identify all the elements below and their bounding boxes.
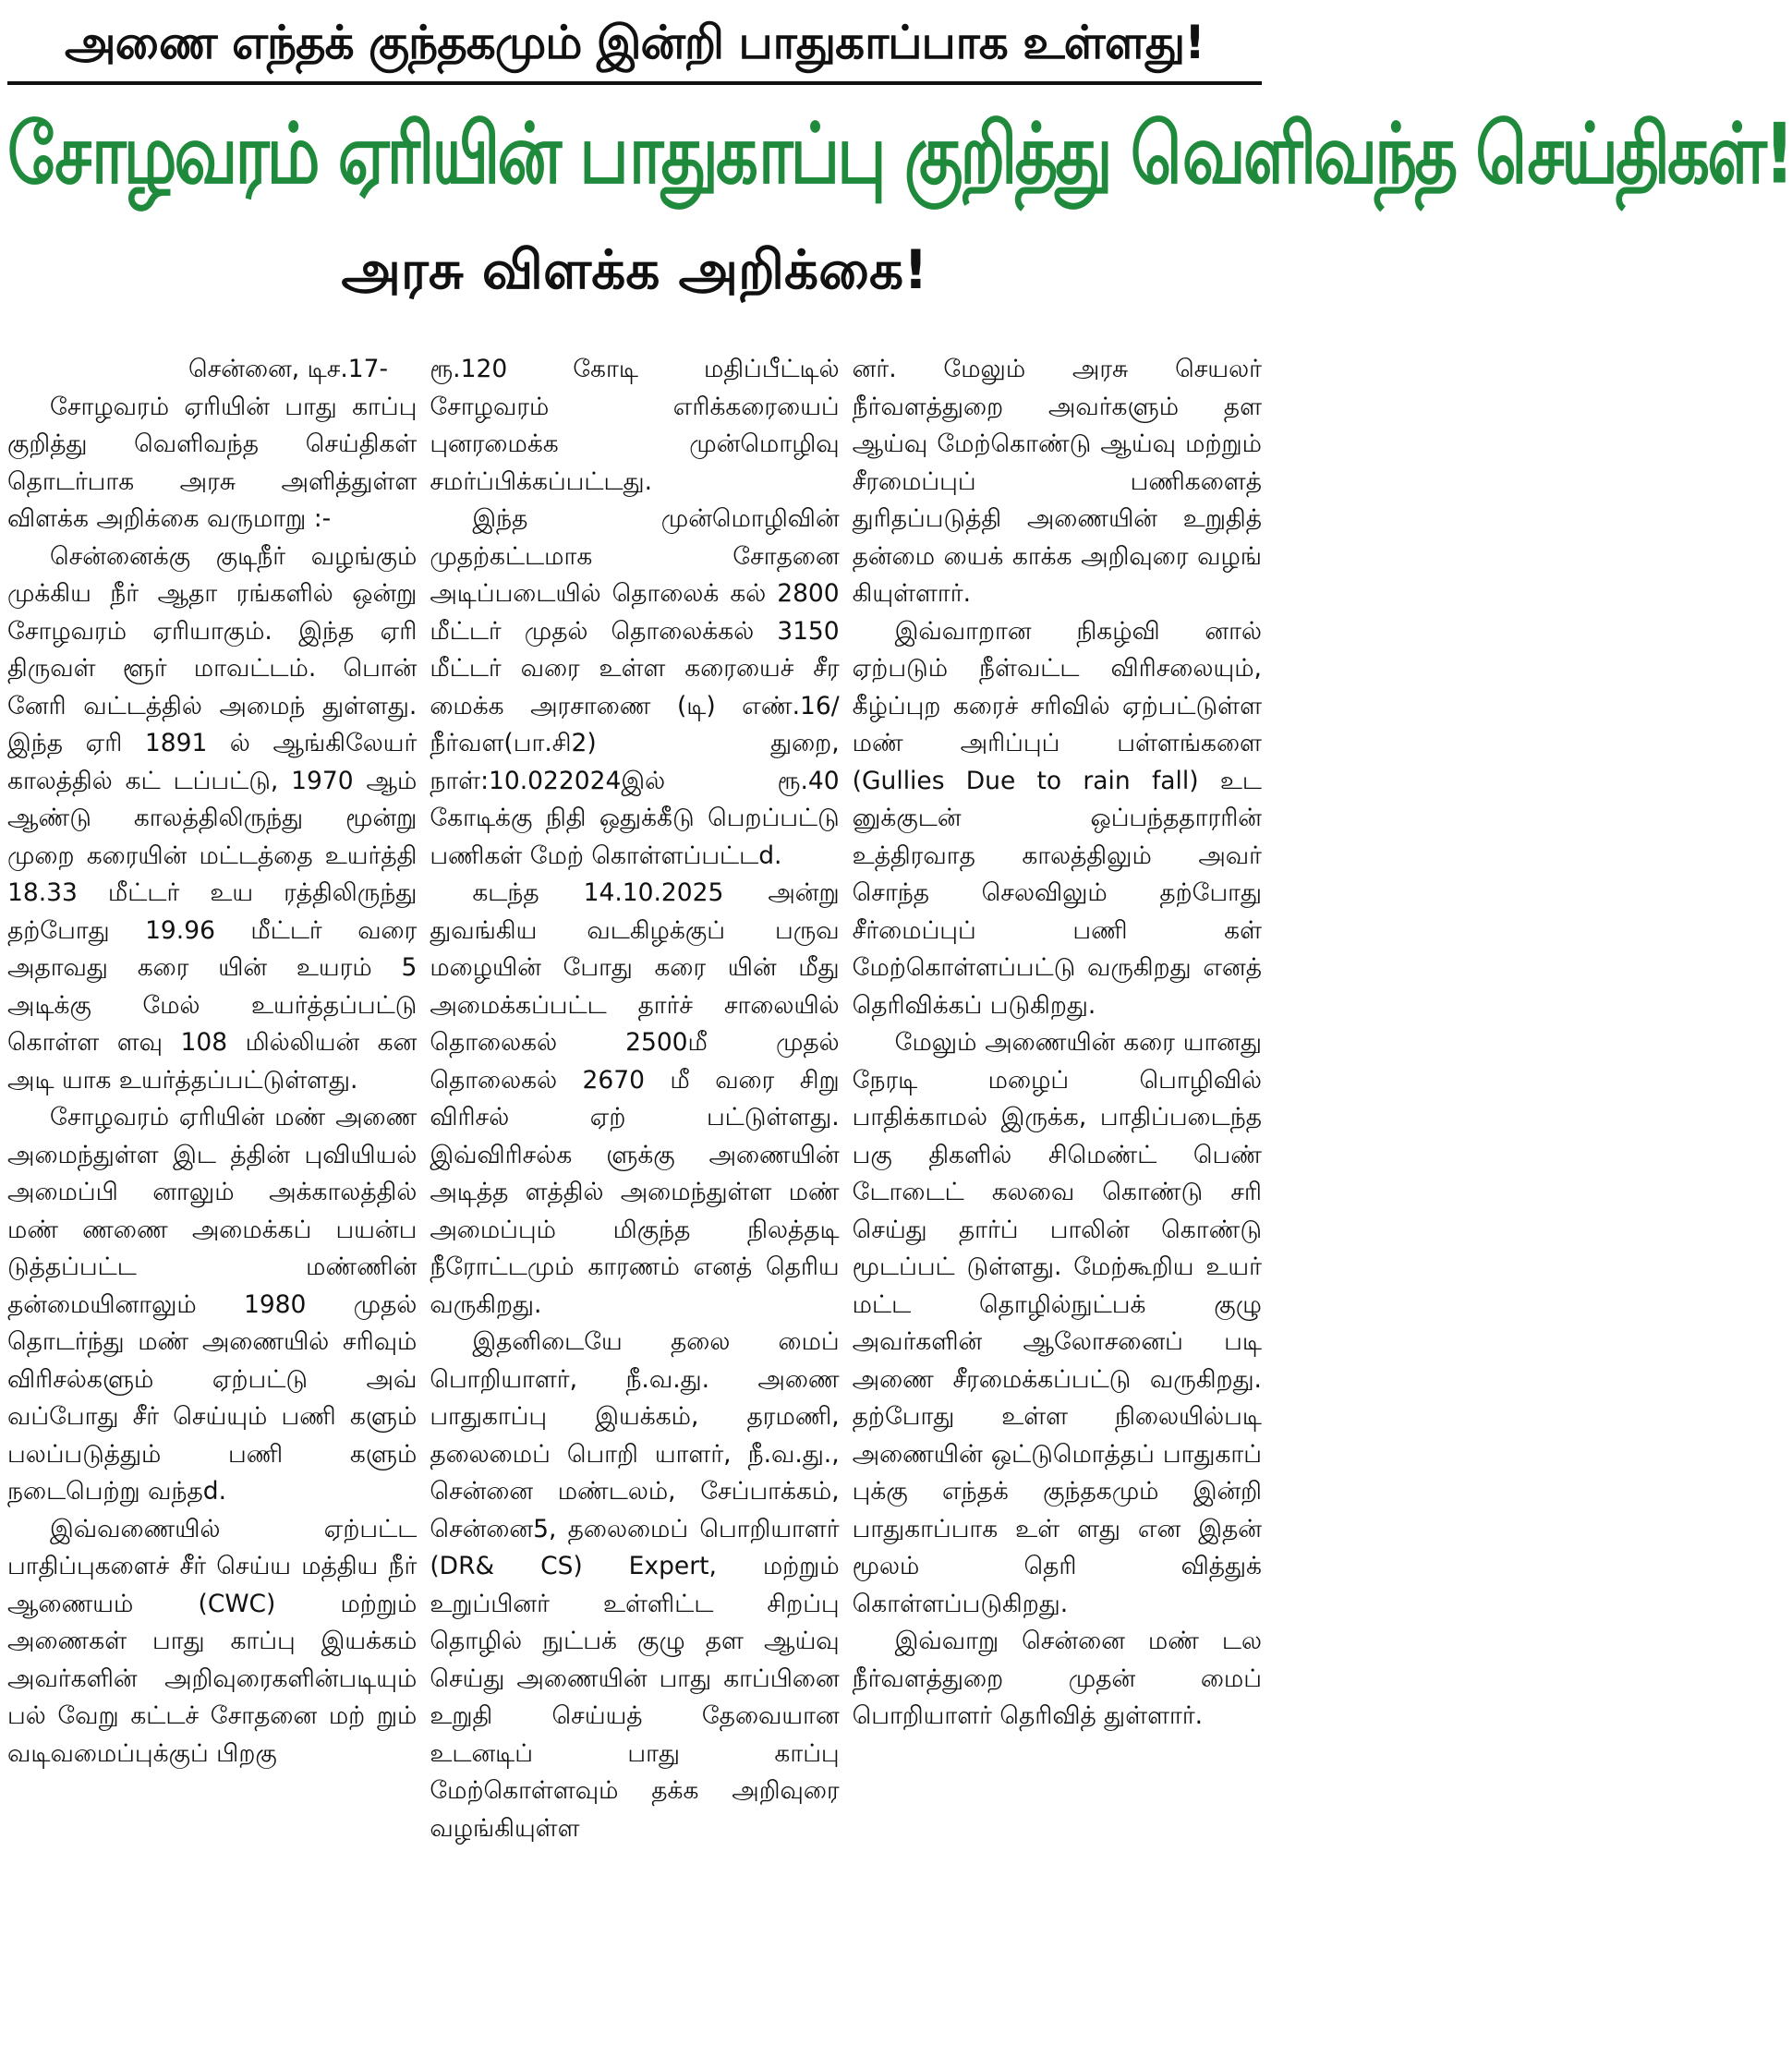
paragraph: இவ்வாறு சென்னை மண் டல நீர்வளத்துறை முதன் மைப் பொறியாளர் தெரிவித் துள்ளார். xyxy=(852,1627,1262,1730)
paragraph: சென்னைக்கு குடிநீர் வழங்கும் முக்கிய நீர் ஆதா ரங்களில் ஒன்று சோழவரம் ஏரியாகும். இந்த ஏரி திருவள் ளூர் மாவட்டம். பொன் னேரி வட்டத்தில் அமைந் துள்ளது. இந்த ஏரி 1891 ல் ஆங்கிலேயர் காலத்தில் கட் டப்பட்டு, 1970 ஆம் ஆண்டு காலத்திலிருந்து மூன்று முறை கரையின் மட்டத்தை உயர்த்தி 18.33 மீட்டர் உய ரத்திலிருந்து தற்போது 19.96 மீட்டர் வரை அதாவது கரை யின் உயரம் 5 அடிக்கு மேல் உயர்த்தப்பட்டு கொள்ள ளவு 108 மில்லியன் கன அடி யாக உயர்த்தப்பட்டுள்ளது. xyxy=(7,541,418,1095)
kicker-headline: அணை எந்தக் குந்தகமும் இன்றி பாதுகாப்பாக உள்ளது! xyxy=(65,16,1205,69)
paragraph: இவ்வணையில் ஏற்பட்ட பாதிப்புகளைச் சீர் செய்ய மத்திய நீர் ஆணையம் (CWC) மற்றும் அணைகள் பாது காப்பு இயக்கம் அவர்களின் அறிவுரைகளின்படியும் பல் வேறு கட்டச் சோதனை மற் றும் வடிவமைப்புக்குப் பிறகு xyxy=(7,1514,418,1768)
dateline: சென்னை, டிச.17- xyxy=(188,355,389,383)
paragraph: இவ்வாறான நிகழ்வி னால் ஏற்படும் நீள்வட்ட விரிசலையும், கீழ்ப்புற கரைச் சரிவில் ஏற்பட்டுள்ள மண் அரிப்புப் பள்ளங்களை (Gullies Due to rain fall) உட னுக்குடன் ஒப்பந்ததாரரின் உத்திரவாத காலத்திலும் அவர் சொந்த செலவிலும் தற்போது சீர்மைப்புப் பணி கள் மேற்கொள்ளப்பட்டு வருகிறது எனத் தெரிவிக்கப் படுகிறது. xyxy=(852,616,1262,1020)
paragraph: ரூ.120 கோடி மதிப்பீட்டில் சோழவரம் எரிக்கரையைப் புனரமைக்க முன்மொழிவு சமர்ப்பிக்கப்பட்டது. xyxy=(430,355,840,496)
sub-headline: அரசு விளக்க அறிக்கை! xyxy=(341,238,928,301)
paragraph: மேலும் அணையின் கரை யானது நேரடி மழைப் பொழிவில் பாதிக்காமல் இருக்க, பாதிப்படைந்த பகு திகளில் சிமெண்ட் பெண் டோடைட் கலவை கொண்டு சரி செய்து தார்ப் பாலின் கொண்டு மூடப்பட் டுள்ளது. மேற்கூறிய உயர் மட்ட தொழில்நுட்பக் குழு அவர்களின் ஆலோசனைப் படி அணை சீரமைக்கப்பட்டு வருகிறது. தற்போது உள்ள நிலையில்படி அணையின் ஒட்டுமொத்தப் பாதுகாப் புக்கு எந்தக் குந்தகமும் இன்றி பாதுகாப்பாக உள் ளது என இதன் மூலம் தெரி வித்துக் கொள்ளப்படுகிறது. xyxy=(852,1028,1262,1618)
article-column-2 xyxy=(430,351,839,2039)
main-headline: சோழவரம் ஏரியின் பாதுகாப்பு குறித்து வெளிவந்த செய்திகள்! xyxy=(7,104,1792,202)
paragraph: இந்த முன்மொழிவின் முதற்கட்டமாக சோதனை அடிப்படையில் தொலைக் கல் 2800 மீட்டர் முதல் தொலைக்கல் 3150 மீட்டர் வரை உள்ள கரையைச் சீர மைக்க அரசாணை (டி) எண்.16/ நீர்வள(பா.சி2) துறை, நாள்:10.022024இல் ரூ.40 கோடிக்கு நிதி ஒதுக்கீடு பெறப்பட்டு பணிகள் மேற் கொள்ளப்பட்டd. xyxy=(430,504,840,870)
article-body xyxy=(7,351,1262,2039)
paragraph: கடந்த 14.10.2025 அன்று துவங்கிய வடகிழக்குப் பருவ மழையின் போது கரை யின் மீது அமைக்கப்பட்ட தார்ச் சாலையில் தொலைகல் 2500மீ முதல் தொலைகல் 2670 மீ வரை சிறு விரிசல் ஏற் பட்டுள்ளது. இவ்விரிசல்க ளுக்கு அணையின் அடித்த ளத்தில் அமைந்துள்ள மண் அமைப்பும் மிகுந்த நிலத்தடி நீரோட்டமும் காரணம் எனத் தெரிய வருகிறது. xyxy=(430,878,840,1319)
article-column-3 xyxy=(853,351,1262,2039)
paragraph: இதனிடையே தலை மைப் பொறியாளர், நீ.வ.து. அணை பாதுகாப்பு இயக்கம், தரமணி, தலைமைப் பொறி யாளர், நீ.வ.து., சென்னை மண்டலம், சேப்பாக்கம், சென்னை5, தலைமைப் பொறியாளர் (DR& CS) Expert, மற்றும் உறுப்பினர் உள்ளிட்ட சிறப்பு தொழில் நுட்பக் குழு தள ஆய்வு செய்து அணையின் பாது காப்பினை உறுதி செய்யத் தேவையான உடனடிப் பாது காப்பு மேற்கொள்ளவும் தக்க அறிவுரை வழங்கியுள்ள xyxy=(430,1327,840,1843)
article-column-1 xyxy=(7,351,417,2039)
paragraph: னர். மேலும் அரசு செயலர் நீர்வளத்துறை அவர்களும் தள ஆய்வு மேற்கொண்டு ஆய்வு மற்றும் சீரமைப்புப் பணிகளைத் துரிதப்படுத்தி அணையின் உறுதித் தன்மை யைக் காக்க அறிவுரை வழங் கியுள்ளார். xyxy=(852,355,1262,608)
paragraph: சோழவரம் ஏரியின் மண் அணை அமைந்துள்ள இட த்தின் புவியியல் அமைப்பி னாலும் அக்காலத்தில் மண் ணணை அமைக்கப் பயன்ப டுத்தப்பட்ட மண்ணின் தன்மையினாலும் 1980 முதல் தொடர்ந்து மண் அணையில் சரிவும் விரிசல்களும் ஏற்பட்டு அவ் வப்போது சீர் செய்யும் பணி களும் பலப்படுத்தும் பணி களும் நடைபெற்று வந்தd. xyxy=(7,1103,418,1506)
paragraph: சோழவரம் ஏரியின் பாது காப்பு குறித்து வெளிவந்த செய்திகள் தொடர்பாக அரசு அளித்துள்ள விளக்க அறிக்கை வருமாறு :- xyxy=(7,392,418,533)
headline-divider xyxy=(7,81,1262,85)
